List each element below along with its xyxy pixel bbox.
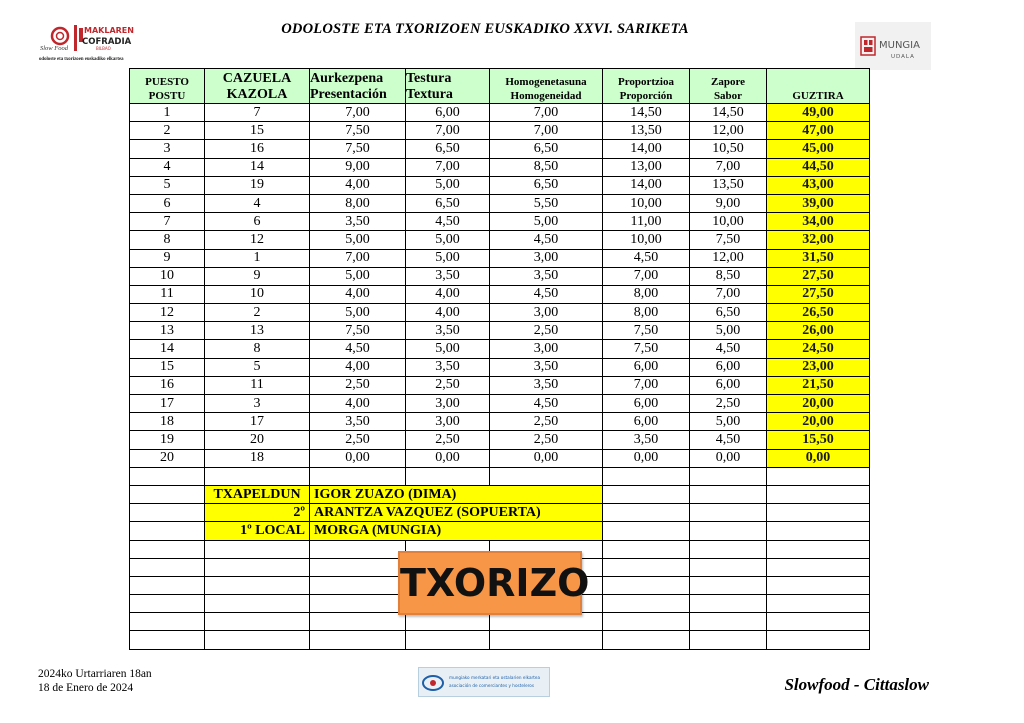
empty-cell [690, 504, 767, 522]
empty-cell [205, 613, 310, 631]
empty-cell [767, 540, 870, 558]
cell-guztira: 20,00 [767, 413, 870, 431]
cell-proporcion: 4,50 [603, 249, 690, 267]
table-row [130, 158, 870, 176]
cell-guztira: 21,50 [767, 376, 870, 394]
cell-guztira: 23,00 [767, 358, 870, 376]
cell-puesto: 4 [130, 158, 205, 176]
logo-bilbao-text: BILBAO [96, 46, 111, 51]
cell-guztira: 49,00 [767, 104, 870, 122]
cell-presentacion: 4,00 [310, 395, 406, 413]
cell-presentacion: 4,00 [310, 285, 406, 303]
cell-proporcion: 8,00 [603, 285, 690, 303]
cell-sabor: 12,00 [690, 122, 767, 140]
empty-cell [310, 558, 406, 576]
cell-cazuela: 9 [205, 267, 310, 285]
cell-textura: 6,50 [406, 140, 490, 158]
cell-guztira: 27,50 [767, 267, 870, 285]
cell-presentacion: 4,00 [310, 358, 406, 376]
cell-presentacion: 7,50 [310, 122, 406, 140]
cell-cazuela: 13 [205, 322, 310, 340]
date-spanish: 18 de Enero de 2024 [38, 682, 134, 694]
header-sabor: Zapore Sabor [690, 69, 767, 104]
cell-homogeneidad: 4,50 [490, 231, 603, 249]
empty-cell [310, 613, 406, 631]
header-puesto: PUESTO POSTU [130, 69, 205, 104]
cell-puesto: 7 [130, 213, 205, 231]
cell-presentacion: 9,00 [310, 158, 406, 176]
cell-homogeneidad: 6,50 [490, 140, 603, 158]
cell-textura: 3,50 [406, 358, 490, 376]
cell-sabor: 2,50 [690, 395, 767, 413]
cell-homogeneidad: 3,00 [490, 340, 603, 358]
empty-cell [603, 558, 690, 576]
cell-puesto: 9 [130, 249, 205, 267]
cell-guztira: 20,00 [767, 395, 870, 413]
footer-logo-line2: asociación de comerciantes y hosteleros [449, 683, 535, 688]
empty-cell [603, 467, 690, 485]
table-row [130, 395, 870, 413]
cell-cazuela: 10 [205, 285, 310, 303]
cell-cazuela: 16 [205, 140, 310, 158]
cell-guztira: 26,50 [767, 304, 870, 322]
empty-cell [767, 467, 870, 485]
cell-puesto: 2 [130, 122, 205, 140]
empty-cell [310, 631, 406, 649]
cell-textura: 3,00 [406, 395, 490, 413]
cell-cazuela: 18 [205, 449, 310, 467]
cell-textura: 5,00 [406, 176, 490, 194]
cell-puesto: 19 [130, 431, 205, 449]
cell-guztira: 31,50 [767, 249, 870, 267]
footer-logo-line1: mungiako merkatari eta ostalarien elkartea [449, 675, 541, 680]
cell-cazuela: 15 [205, 122, 310, 140]
empty-cell [130, 522, 205, 540]
cell-presentacion: 8,00 [310, 194, 406, 212]
cell-puesto: 12 [130, 304, 205, 322]
cell-cazuela: 8 [205, 340, 310, 358]
empty-cell [205, 558, 310, 576]
cell-puesto: 16 [130, 376, 205, 394]
cell-sabor: 9,00 [690, 194, 767, 212]
cell-sabor: 4,50 [690, 340, 767, 358]
page-title: ODOLOSTE ETA TXORIZOEN EUSKADIKO XXVI. SARIKETA [281, 21, 689, 37]
cell-proporcion: 10,00 [603, 231, 690, 249]
cell-proporcion: 6,00 [603, 413, 690, 431]
table-row [130, 249, 870, 267]
cell-puesto: 17 [130, 395, 205, 413]
header-textura: Testura Textura [406, 69, 490, 104]
cell-guztira: 43,00 [767, 176, 870, 194]
empty-cell [603, 522, 690, 540]
empty-cell [406, 467, 490, 485]
empty-cell [767, 576, 870, 594]
empty-cell [767, 595, 870, 613]
table-row [130, 449, 870, 467]
empty-cell [767, 522, 870, 540]
logo-udala-text: UDALA [891, 54, 915, 60]
table-row [130, 104, 870, 122]
cell-sabor: 13,50 [690, 176, 767, 194]
cell-sabor: 10,00 [690, 213, 767, 231]
cell-puesto: 3 [130, 140, 205, 158]
cell-puesto: 13 [130, 322, 205, 340]
empty-cell [690, 613, 767, 631]
cell-textura: 3,50 [406, 267, 490, 285]
cell-textura: 6,50 [406, 194, 490, 212]
cell-homogeneidad: 3,00 [490, 249, 603, 267]
cell-proporcion: 6,00 [603, 395, 690, 413]
cell-homogeneidad: 3,50 [490, 376, 603, 394]
cell-proporcion: 7,00 [603, 267, 690, 285]
empty-row [130, 631, 870, 649]
txorizo-category-label: TXORIZO [398, 551, 582, 615]
cell-proporcion: 8,00 [603, 304, 690, 322]
cell-puesto: 6 [130, 194, 205, 212]
empty-cell [205, 595, 310, 613]
cell-proporcion: 10,00 [603, 194, 690, 212]
cell-textura: 3,00 [406, 413, 490, 431]
cell-guztira: 34,00 [767, 213, 870, 231]
mungia-udala-logo [855, 22, 931, 70]
cell-homogeneidad: 4,50 [490, 285, 603, 303]
cell-puesto: 5 [130, 176, 205, 194]
cell-textura: 2,50 [406, 376, 490, 394]
cell-guztira: 15,50 [767, 431, 870, 449]
header-presentacion: Aurkezpena Presentación [310, 69, 406, 104]
cell-guztira: 45,00 [767, 140, 870, 158]
cell-proporcion: 6,00 [603, 358, 690, 376]
winner-label: 1º LOCAL [205, 522, 310, 540]
cell-proporcion: 0,00 [603, 449, 690, 467]
cell-cazuela: 17 [205, 413, 310, 431]
empty-cell [310, 576, 406, 594]
cell-homogeneidad: 0,00 [490, 449, 603, 467]
date-basque: 2024ko Urtarriaren 18an [38, 668, 152, 680]
table-row [130, 358, 870, 376]
winner-name: MORGA (MUNGIA) [310, 522, 603, 540]
cell-cazuela: 4 [205, 194, 310, 212]
cell-textura: 6,00 [406, 104, 490, 122]
cell-textura: 5,00 [406, 249, 490, 267]
empty-cell [603, 485, 690, 503]
cell-textura: 5,00 [406, 231, 490, 249]
empty-cell [130, 595, 205, 613]
cell-textura: 7,00 [406, 158, 490, 176]
cell-sabor: 0,00 [690, 449, 767, 467]
cell-sabor: 6,50 [690, 304, 767, 322]
empty-cell [490, 467, 603, 485]
empty-cell [767, 504, 870, 522]
winner-row [130, 522, 870, 540]
cell-homogeneidad: 2,50 [490, 431, 603, 449]
cell-cazuela: 2 [205, 304, 310, 322]
cell-cazuela: 6 [205, 213, 310, 231]
empty-cell [603, 613, 690, 631]
header-proporcion: Proportzioa Proporción [603, 69, 690, 104]
empty-cell [310, 540, 406, 558]
winner-label: TXAPELDUN [205, 485, 310, 503]
cell-guztira: 44,50 [767, 158, 870, 176]
empty-cell [130, 613, 205, 631]
cell-guztira: 47,00 [767, 122, 870, 140]
merchants-association-logo [418, 667, 550, 697]
empty-cell [690, 576, 767, 594]
cell-sabor: 4,50 [690, 431, 767, 449]
cell-textura: 5,00 [406, 340, 490, 358]
cell-proporcion: 13,50 [603, 122, 690, 140]
table-row [130, 340, 870, 358]
empty-cell [603, 504, 690, 522]
cell-sabor: 12,00 [690, 249, 767, 267]
cell-puesto: 1 [130, 104, 205, 122]
cell-proporcion: 14,00 [603, 140, 690, 158]
spacer-row [130, 467, 870, 485]
table-row [130, 140, 870, 158]
empty-cell [690, 631, 767, 649]
logo-slowfood-text: Slow Food [40, 45, 68, 52]
cell-homogeneidad: 8,50 [490, 158, 603, 176]
cell-homogeneidad: 3,50 [490, 267, 603, 285]
cell-homogeneidad: 3,50 [490, 358, 603, 376]
cell-cazuela: 1 [205, 249, 310, 267]
cell-cazuela: 12 [205, 231, 310, 249]
table-header-row [130, 69, 870, 104]
cell-presentacion: 3,50 [310, 413, 406, 431]
cell-presentacion: 7,00 [310, 104, 406, 122]
header-guztira: GUZTIRA [767, 69, 870, 104]
cell-textura: 7,00 [406, 122, 490, 140]
empty-row [130, 613, 870, 631]
empty-cell [205, 576, 310, 594]
empty-cell [310, 467, 406, 485]
cell-sabor: 8,50 [690, 267, 767, 285]
table-row [130, 176, 870, 194]
cell-presentacion: 2,50 [310, 376, 406, 394]
empty-cell [603, 595, 690, 613]
empty-cell [603, 540, 690, 558]
empty-cell [490, 613, 603, 631]
cell-guztira: 32,00 [767, 231, 870, 249]
empty-cell [767, 485, 870, 503]
cell-presentacion: 4,50 [310, 340, 406, 358]
cell-sabor: 10,50 [690, 140, 767, 158]
table-row [130, 322, 870, 340]
cell-homogeneidad: 7,00 [490, 122, 603, 140]
cell-cazuela: 20 [205, 431, 310, 449]
empty-cell [130, 485, 205, 503]
table-row [130, 213, 870, 231]
cell-proporcion: 7,50 [603, 322, 690, 340]
table-row [130, 122, 870, 140]
cell-sabor: 7,00 [690, 158, 767, 176]
cell-homogeneidad: 3,00 [490, 304, 603, 322]
cell-sabor: 7,50 [690, 231, 767, 249]
cell-guztira: 27,50 [767, 285, 870, 303]
cell-presentacion: 5,00 [310, 267, 406, 285]
empty-cell [406, 631, 490, 649]
empty-cell [603, 631, 690, 649]
empty-cell [205, 467, 310, 485]
cell-cazuela: 19 [205, 176, 310, 194]
cell-textura: 3,50 [406, 322, 490, 340]
empty-cell [767, 613, 870, 631]
empty-cell [205, 540, 310, 558]
empty-cell [130, 467, 205, 485]
cell-cazuela: 7 [205, 104, 310, 122]
logo-cofradia-text: COFRADIA [82, 37, 132, 47]
empty-cell [130, 558, 205, 576]
winner-row [130, 504, 870, 522]
cell-presentacion: 7,00 [310, 249, 406, 267]
cell-textura: 4,00 [406, 304, 490, 322]
table-row [130, 267, 870, 285]
cell-textura: 4,50 [406, 213, 490, 231]
table-row [130, 376, 870, 394]
cell-homogeneidad: 6,50 [490, 176, 603, 194]
cell-cazuela: 11 [205, 376, 310, 394]
cell-proporcion: 13,00 [603, 158, 690, 176]
cell-homogeneidad: 2,50 [490, 413, 603, 431]
cell-puesto: 10 [130, 267, 205, 285]
cell-presentacion: 5,00 [310, 231, 406, 249]
slowfood-cittaslow-label: Slowfood - Cittaslow [784, 675, 929, 694]
winner-row [130, 485, 870, 503]
cell-guztira: 24,50 [767, 340, 870, 358]
header-cazuela: CAZUELA KAZOLA [205, 69, 310, 104]
event-date [38, 667, 152, 695]
empty-cell [690, 522, 767, 540]
slowfood-maitaren-logo [38, 22, 136, 66]
cell-proporcion: 7,00 [603, 376, 690, 394]
empty-cell [130, 576, 205, 594]
empty-cell [130, 540, 205, 558]
cell-puesto: 18 [130, 413, 205, 431]
cell-puesto: 14 [130, 340, 205, 358]
cell-cazuela: 14 [205, 158, 310, 176]
cell-proporcion: 14,00 [603, 176, 690, 194]
cell-sabor: 14,50 [690, 104, 767, 122]
empty-cell [130, 504, 205, 522]
cell-presentacion: 3,50 [310, 213, 406, 231]
empty-cell [690, 485, 767, 503]
cell-homogeneidad: 4,50 [490, 395, 603, 413]
cell-homogeneidad: 2,50 [490, 322, 603, 340]
cell-textura: 0,00 [406, 449, 490, 467]
table-row [130, 431, 870, 449]
empty-cell [767, 558, 870, 576]
table-row [130, 304, 870, 322]
cell-sabor: 5,00 [690, 413, 767, 431]
winner-name: ARANTZA VAZQUEZ (SOPUERTA) [310, 504, 603, 522]
empty-cell [490, 631, 603, 649]
cell-cazuela: 5 [205, 358, 310, 376]
cell-presentacion: 2,50 [310, 431, 406, 449]
cell-puesto: 20 [130, 449, 205, 467]
winner-label: 2º [205, 504, 310, 522]
cell-homogeneidad: 5,00 [490, 213, 603, 231]
cell-proporcion: 11,00 [603, 213, 690, 231]
cell-textura: 4,00 [406, 285, 490, 303]
cell-proporcion: 3,50 [603, 431, 690, 449]
cell-homogeneidad: 7,00 [490, 104, 603, 122]
empty-cell [690, 595, 767, 613]
cell-textura: 2,50 [406, 431, 490, 449]
empty-cell [603, 576, 690, 594]
header-homogeneidad: Homogenetasuna Homogeneidad [490, 69, 603, 104]
cell-puesto: 8 [130, 231, 205, 249]
empty-cell [690, 540, 767, 558]
cell-presentacion: 5,00 [310, 304, 406, 322]
empty-cell [130, 631, 205, 649]
table-row [130, 231, 870, 249]
table-row [130, 413, 870, 431]
cell-presentacion: 0,00 [310, 449, 406, 467]
cell-sabor: 7,00 [690, 285, 767, 303]
empty-cell [406, 613, 490, 631]
empty-cell [310, 595, 406, 613]
cell-sabor: 6,00 [690, 358, 767, 376]
table-row [130, 285, 870, 303]
cell-guztira: 0,00 [767, 449, 870, 467]
winner-name: IGOR ZUAZO (DIMA) [310, 485, 603, 503]
empty-cell [690, 558, 767, 576]
logo-tagline-text: odoloste eta txorizoen euskadiko elkartea [39, 57, 124, 62]
table-row [130, 194, 870, 212]
empty-cell [205, 631, 310, 649]
cell-guztira: 26,00 [767, 322, 870, 340]
cell-puesto: 11 [130, 285, 205, 303]
cell-homogeneidad: 5,50 [490, 194, 603, 212]
cell-proporcion: 14,50 [603, 104, 690, 122]
logo-mungia-text: MUNGIA [879, 40, 920, 51]
cell-presentacion: 7,50 [310, 140, 406, 158]
cell-sabor: 6,00 [690, 376, 767, 394]
empty-cell [690, 467, 767, 485]
empty-cell [767, 631, 870, 649]
cell-proporcion: 7,50 [603, 340, 690, 358]
cell-cazuela: 3 [205, 395, 310, 413]
cell-sabor: 5,00 [690, 322, 767, 340]
cell-guztira: 39,00 [767, 194, 870, 212]
logo-maitaren-text: MAKLAREN [84, 26, 134, 35]
cell-puesto: 15 [130, 358, 205, 376]
cell-presentacion: 7,50 [310, 322, 406, 340]
cell-presentacion: 4,00 [310, 176, 406, 194]
